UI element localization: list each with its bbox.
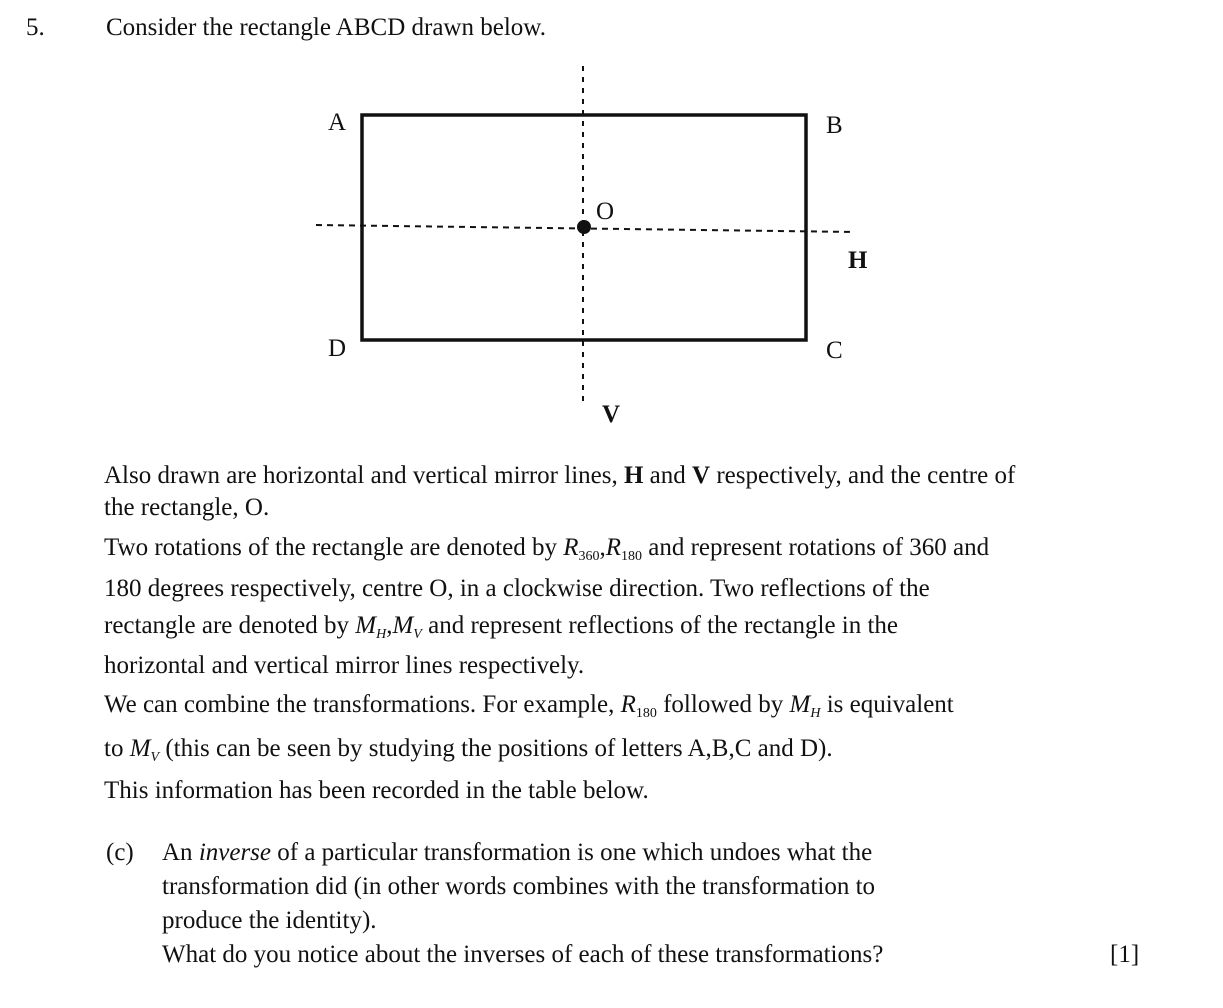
label-o: O [596,198,615,225]
label-h: H [848,247,868,274]
part-c-line-2: transformation did (in other words combines with the transformation to [162,873,876,900]
text-line-5: rectangle are denoted by $M_H,M_V$ and represent reflections of the rectangle in the [104,612,899,642]
inverse-term: inverse [198,839,272,866]
label-b: B [826,112,843,139]
symbol-mh: $M_H$ [355,612,387,642]
text-line-1: Also drawn are horizontal and vertical mirror lines, H and V respectively, and the centre of [104,462,1016,489]
text-line-9: This information has been recorded in the table below. [104,777,649,804]
question-intro: Consider the rectangle ABCD drawn below. [106,14,546,41]
centre-point-o [577,220,591,234]
label-c: C [826,337,843,364]
label-v: V [602,401,621,428]
question-number: 5. [26,14,45,41]
symbol-r180-example: $R_{180}$ [620,691,657,721]
part-c-line-3: produce the identity). [162,907,377,934]
symbol-r360: $R_{360}$ [563,534,600,564]
symbol-mv-example: $M_V$ [129,735,160,765]
text-line-4: 180 degrees respectively, centre O, in a clockwise direction. Two reflections of the [104,575,930,602]
part-c-label: (c) [106,839,134,866]
symbol-mh-example: $M_H$ [789,691,821,721]
label-a: A [328,109,347,136]
mirror-h-ref: H [623,462,644,489]
text-line-8: to $M_V$ (this can be seen by studying the positions of letters A,B,C and D). [104,735,833,765]
part-c-body [162,836,1182,972]
symbol-r180: $R_{180}$ [605,534,643,564]
text-line-6: horizontal and vertical mirror lines respectively. [104,652,585,679]
label-d: D [328,335,347,362]
mirror-v-ref: V [692,462,711,489]
symbol-mv: $M_V$ [392,612,422,642]
part-c-line-4: What do you notice about the inverses of each of these transformations? [162,941,884,968]
text-line-7: We can combine the transformations. For example, $R_{180}$ followed by $M_H$ is equivalent [104,691,954,721]
text-line-2: the rectangle, O. [104,494,270,521]
part-c-line-1: An inverse of a particular transformation is one which undoes what the [162,839,873,866]
rectangle-diagram [0,0,1223,440]
text-line-3: Two rotations of the rectangle are denoted by $R_{360},R_{180}$ and represent rotations of 360 and [104,534,990,564]
marks-label: [1] [1110,941,1140,968]
